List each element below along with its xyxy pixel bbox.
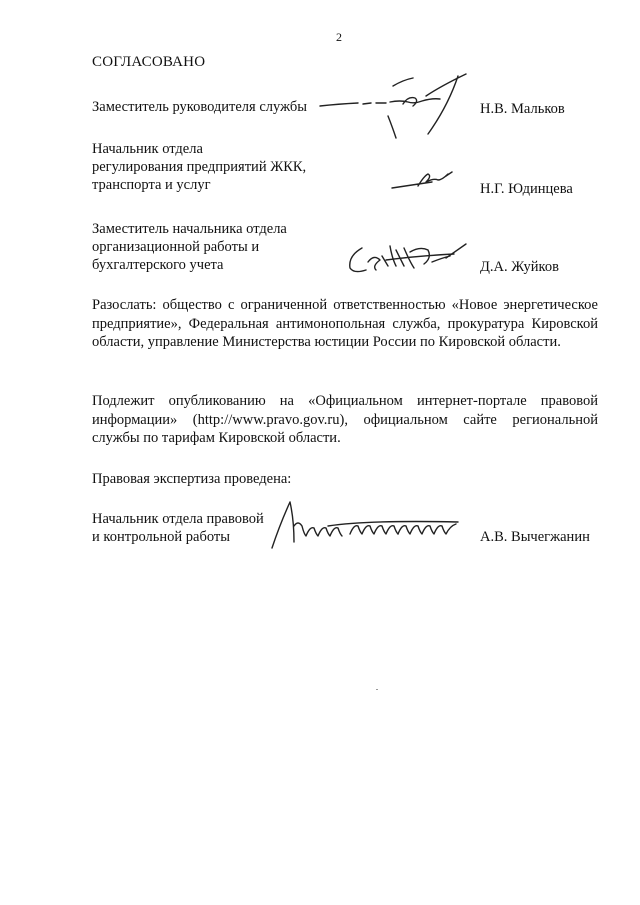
page-number: 2 — [336, 30, 342, 44]
signature-1 — [318, 66, 468, 136]
legal-review-label: Правовая экспертиза проведена: — [92, 471, 292, 487]
publication-text: Подлежит опубликованию на «Официальном интернет-портале правовой информации» (http://www.pravo.gov.ru), официальном сайте региональной службы по тарифам Кировской области. — [92, 393, 598, 446]
signature-4 — [268, 496, 468, 552]
scan-speck — [376, 689, 378, 690]
approval-heading: СОГЛАСОВАНО — [92, 54, 206, 70]
approver-2-name: Н.Г. Юдинцева — [480, 181, 573, 197]
legal-signatory-name: А.В. Вычегжанин — [480, 529, 590, 545]
approver-1-name: Н.В. Мальков — [480, 101, 565, 117]
approver-2-position-line-1: Начальник отдела — [92, 141, 203, 157]
approver-3-name: Д.А. Жуйков — [480, 259, 559, 275]
approver-3-position-line-1: Заместитель начальника отдела — [92, 221, 287, 237]
signature-3 — [346, 240, 476, 280]
approver-2-position-line-3: транспорта и услуг — [92, 177, 211, 193]
approver-2-position-line-2: регулирования предприятий ЖКК, — [92, 159, 307, 175]
legal-signatory-position-line-1: Начальник отдела правовой — [92, 511, 264, 527]
signature-2 — [388, 168, 458, 198]
approver-3-position-line-2: организационной работы и — [92, 239, 260, 255]
approver-1-position: Заместитель руководителя службы — [92, 99, 308, 115]
approver-3-position-line-3: бухгалтерского учета — [92, 257, 224, 273]
legal-signatory-position-line-2: и контрольной работы — [92, 529, 230, 545]
distribution-text: Разослать: общество с ограниченной ответственностью «Новое энергетическое предприятие», Федеральная антимонопольная служба, прокуратура Кировской области, управление Министерства юстиции России по Кировской области. — [92, 297, 598, 350]
